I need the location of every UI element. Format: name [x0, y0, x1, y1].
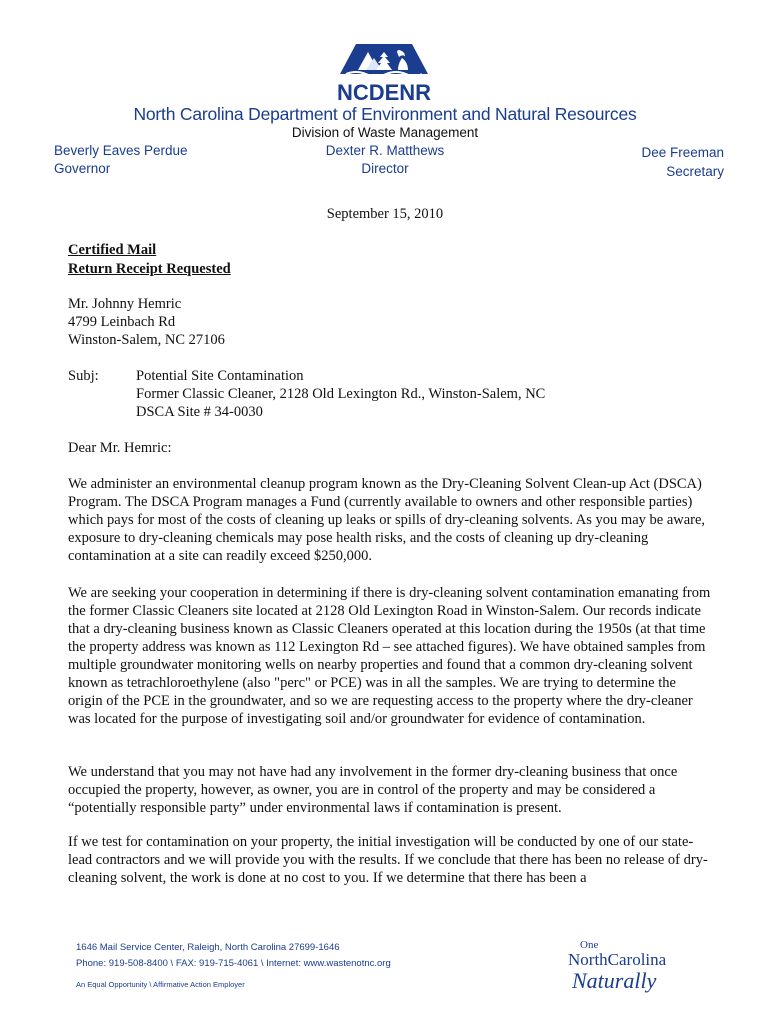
director-name: Dexter R. Matthews [325, 143, 445, 158]
logo-wordmark: NCDENR [336, 80, 432, 104]
one-north-carolina-logo [566, 936, 696, 996]
recipient-city: Winston-Salem, NC 27106 [68, 332, 225, 348]
secretary-name: Dee Freeman [641, 145, 724, 160]
body-paragraph: We understand that you may not have had any involvement in the former dry-cleaning business that once occupied the property, however, as owner, you are in control of the property and may be considered a “potentially responsible party” under environmental laws if contamination is present. [68, 764, 678, 816]
subject-line: Former Classic Cleaner, 2128 Old Lexington Rd., Winston-Salem, NC [136, 386, 546, 402]
body-paragraph: We are seeking your cooperation in determining if there is dry-cleaning solvent contamination emanating from the former Classic Cleaners site located at 2128 Old Lexington Road in Winston-Salem. Our records indicate that a dry-cleaning business known as Classic Cleaners operated at this location during the 1950s (at that time the property address was known as 112 Lexington Rd – see attached figures). We have obtained samples from multiple groundwater monitoring wells on nearby properties and found that a common dry-cleaning solvent known as tetrachloroethylene (also "perc" or PCE) was in all the samples. We are trying to determine the origin of the PCE in the groundwater, and so we are requesting access to the property where the dry-cleaner was located for the purpose of investigating soil and/or groundwater for evidence of contamination. [68, 585, 711, 727]
division-name: Division of Waste Management [291, 125, 479, 140]
logo-nc-text: NorthCarolina [568, 950, 667, 969]
director-title: Director [361, 161, 409, 176]
recipient-name: Mr. Johnny Hemric [68, 296, 182, 312]
recipient-street: 4799 Leinbach Rd [68, 314, 176, 330]
footer-contact: Phone: 919-508-8400 \ FAX: 919-715-4061 \ Internet: www.wastenotnc.org [76, 958, 391, 969]
footer-address: 1646 Mail Service Center, Raleigh, North Carolina 27699-1646 [76, 942, 340, 953]
certified-mail-label: Certified Mail [68, 242, 157, 258]
subject-line: Potential Site Contamination [136, 368, 304, 384]
secretary-title: Secretary [666, 164, 724, 179]
letter-date: September 15, 2010 [326, 206, 444, 222]
body-paragraph: If we test for contamination on your property, the initial investigation will be conducted by one of our state-lead contractors and we will provide you with the results. If we conclude that there has been no release of dry-cleaning solvent, the work is done at no cost to you. If we determine that there has been a [68, 834, 708, 886]
subject-label: Subj: [68, 368, 99, 384]
body-paragraph: We administer an environmental cleanup program known as the Dry-Cleaning Solvent Clean-up Act (DSCA) Program. The DSCA Program manages a Fund (currently available to owners and other responsible parties) which pays for most of the costs of cleaning up leaks or spills of dry-cleaning solvents. As you may be aware, exposure to dry-cleaning chemicals may pose health risks, and the costs of cleaning up dry-cleaning contamination at a site can readily exceed $250,000. [68, 476, 706, 564]
governor-title: Governor [54, 161, 111, 176]
return-receipt-label: Return Receipt Requested [68, 261, 231, 277]
department-name: North Carolina Department of Environment and Natural Resources [133, 104, 637, 124]
footer-eeo: An Equal Opportunity \ Affirmative Action Employer [76, 980, 245, 989]
governor-name: Beverly Eaves Perdue [54, 143, 188, 158]
salutation: Dear Mr. Hemric: [68, 440, 172, 456]
subject-line: DSCA Site # 34-0030 [136, 404, 263, 420]
logo-one-text: One [580, 939, 599, 951]
ncdenr-logo [336, 38, 432, 104]
logo-naturally-text: Naturally [572, 968, 657, 993]
